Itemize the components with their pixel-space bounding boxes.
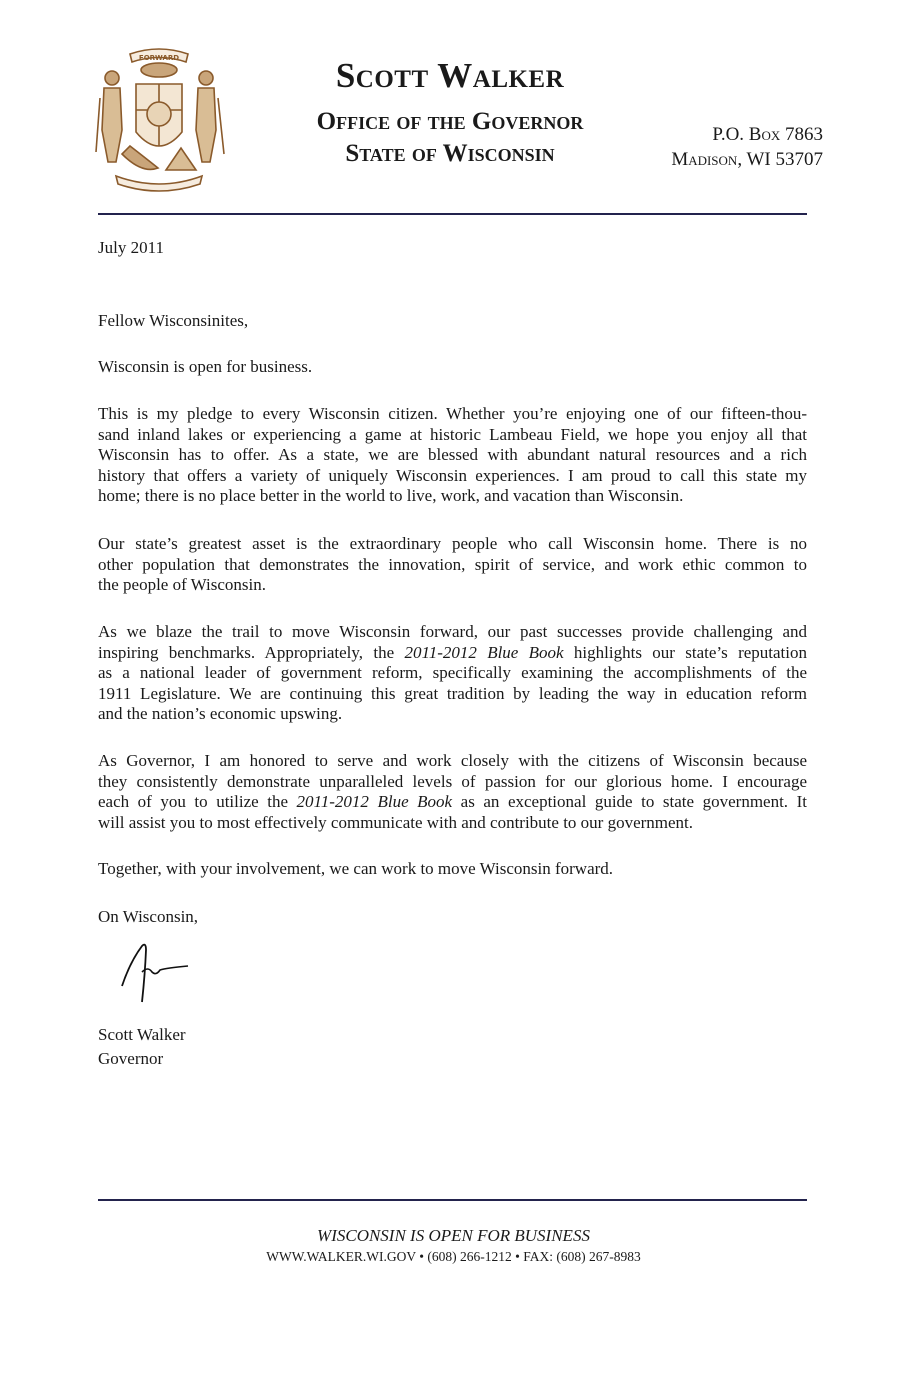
paragraph-line: home; there is no place better in the world to live, work, and vacation than Wisconsin. [98,486,684,505]
letterhead-name: Scott Walker [335,56,565,95]
paragraph-line [98,643,807,664]
paragraph-5 [98,751,807,833]
paragraph-line: other population that demonstrates the innovation, spirit of service, and work ethic common to [98,554,807,574]
book-title: 2011-2012 Blue Book [296,792,453,811]
paragraph-line: the people of Wisconsin. [98,575,267,594]
text-run: as an exceptional guide to state government. It [452,792,807,811]
letter-closing: On Wisconsin, [98,907,199,926]
paragraph-line: Our state’s greatest asset is the extraordinary people who call Wisconsin home. There is no [98,534,807,553]
footer-contact: WWW.WALKER.WI.GOV • (608) 266-1212 • FAX: (608) 267-8983 [266,1249,641,1264]
paragraph-line: Wisconsin has to offer. As a state, we are blessed with abundant natural resources and a rich [98,445,807,464]
text-run: highlights our state’s reputation [563,642,807,662]
letterhead-state: State of Wisconsin [345,140,555,167]
footer-slogan: WISCONSIN IS OPEN FOR BUSINESS [317,1226,590,1245]
paragraph-line: history that offers a variety of uniquely Wisconsin experiences. I am proud to call this state my [98,465,807,485]
letter-date: July 2011 [98,238,164,257]
address-line-2: Madison, WI 53707 [671,149,823,170]
paragraph-1: Wisconsin is open for business. [98,357,313,376]
wisconsin-state-seal-icon [86,42,232,192]
paragraph-line: they consistently demonstrate unparalleled levels of passion for our glorious home. I encourage [98,771,807,791]
paragraph-3 [98,534,807,596]
text-run: inspiring benchmarks. Appropriately, the [98,642,405,662]
footer-divider [98,1199,807,1201]
paragraph-line: will assist you to most effectively communicate with and contribute to our government. [98,812,694,832]
letter-salutation: Fellow Wisconsinites, [98,311,249,330]
paragraph-line: as a national leader of government reform, specifically examining the accomplishments of the [98,663,807,682]
book-title: 2011-2012 Blue Book [404,642,564,662]
signer-name: Scott Walker [98,1025,186,1044]
paragraph-4 [98,622,807,725]
svg-text:FORWARD: FORWARD [138,54,180,62]
text-run: each of you to utilize the [98,792,297,811]
letterhead-office: Office of the Governor [316,108,584,135]
paragraph-6: Together, with your involvement, we can work to move Wisconsin forward. [98,859,614,878]
paragraph-2 [98,404,807,507]
paragraph-line: 1911 Legislature. We are continuing this great tradition by leading the way in education reform [98,683,807,703]
handwritten-signature-icon [112,938,196,1008]
signer-title: Governor [98,1049,164,1068]
paragraph-line: As Governor, I am honored to serve and work closely with the citizens of Wisconsin because [98,751,807,770]
paragraph-line: and the nation’s economic upswing. [98,704,343,723]
paragraph-line: This is my pledge to every Wisconsin citizen. Whether you’re enjoying one of our fifteen-thou- [98,404,807,423]
header-divider [98,213,807,215]
paragraph-line: sand inland lakes or experiencing a game at historic Lambeau Field, we hope you enjoy all that [98,424,807,444]
paragraph-line [98,792,807,813]
paragraph-line: As we blaze the trail to move Wisconsin forward, our past successes provide challenging and [98,622,807,641]
address-line-1: P.O. Box 7863 [712,124,823,145]
